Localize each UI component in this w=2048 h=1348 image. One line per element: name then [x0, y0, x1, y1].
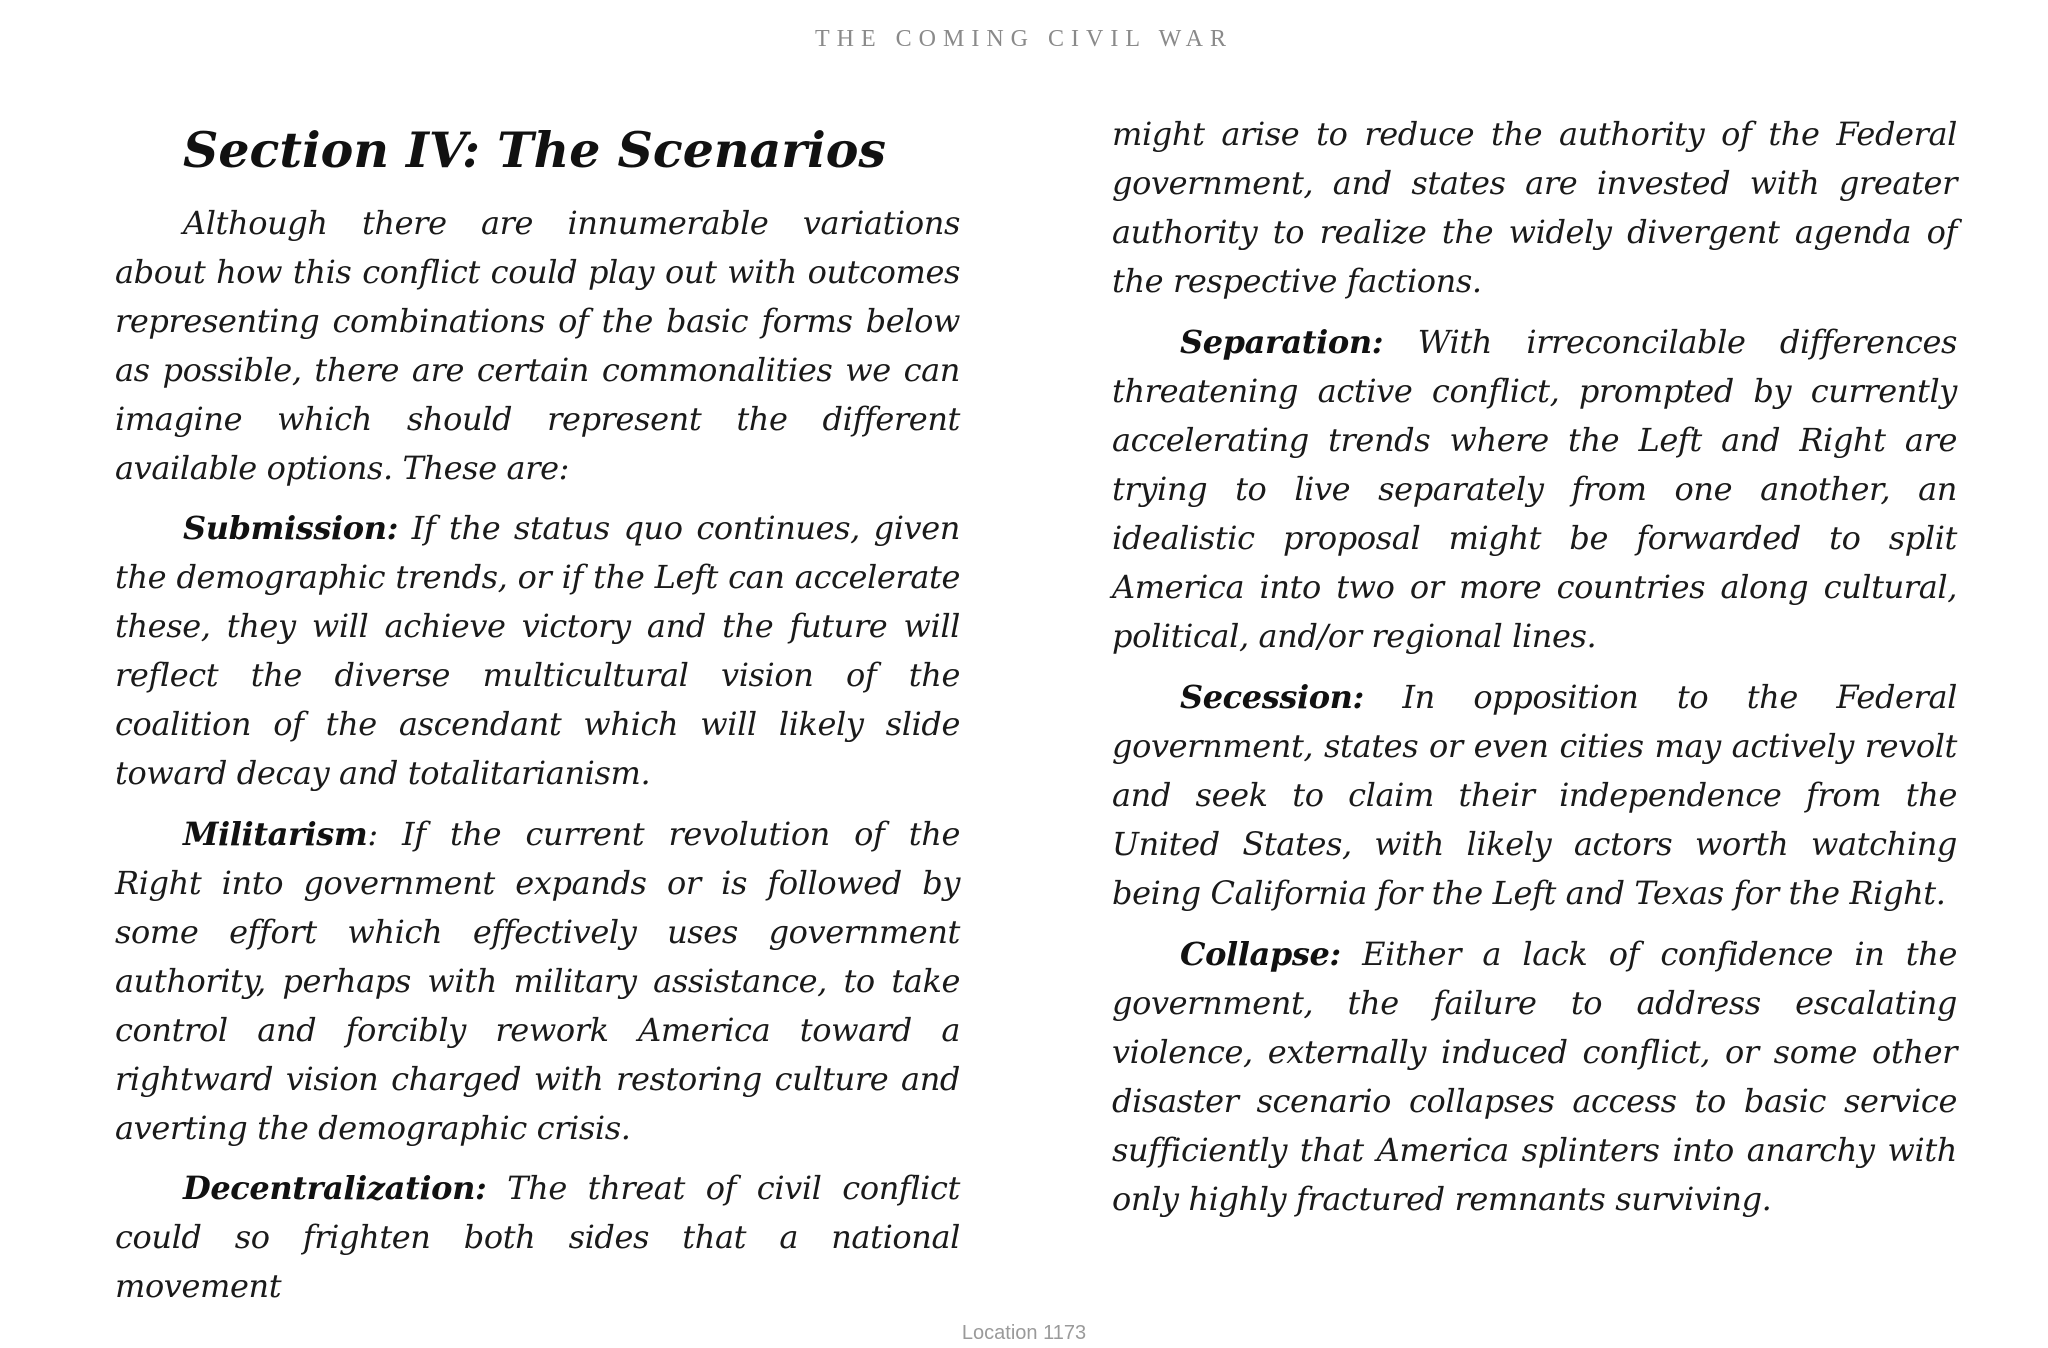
submission-term: Submission:: [183, 509, 398, 547]
submission-paragraph: [115, 504, 960, 798]
collapse-paragraph: [1112, 930, 1957, 1224]
separation-text: With irreconcilable differences threatening active conflict, prompted by currently accelerating trends where the Left and Right are trying to live separately from one another, an idealistic proposal might be forwarded to split America into two or more countries along cultural, political, and/or regional lines.: [1112, 323, 1957, 655]
separation-paragraph: [1112, 318, 1957, 661]
decentralization-text: The threat of civil conflict could so frighten both sides that a national movement: [115, 1169, 960, 1305]
location-indicator: Location 1173: [961, 1322, 1087, 1344]
running-header: THE COMING CIVIL WAR: [815, 26, 1233, 52]
submission-text: If the status quo continues, given the demographic trends, or if the Left can accelerate these, they will achieve victory and the future will reflect the diverse multicultural vision of the coalition of the ascendant which will likely slide toward decay and totalitarianism.: [115, 509, 960, 792]
secession-paragraph: [1112, 673, 1957, 918]
militarism-text: : If the current revolution of the Right into government expands or is followed by some effort which effectively uses government authority, perhaps with military assistance, to take control and forcibly rework America toward a rightward vision charged with restoring culture and averting the demographic crisis.: [115, 815, 960, 1147]
collapse-text: Either a lack of confidence in the government, the failure to address escalating violence, externally induced conflict, or some other disaster scenario collapses access to basic service sufficiently that America splinters into anarchy with only highly fractured remnants surviving.: [1112, 935, 1957, 1218]
secession-term: Secession:: [1180, 678, 1364, 716]
decentralization-continued-paragraph: might arise to reduce the authority of the Federal government, and states are invested with greater authority to realize the widely divergent agenda of the respective factions.: [1112, 115, 1957, 300]
decentralization-term: Decentralization:: [183, 1169, 487, 1207]
militarism-paragraph: [115, 810, 960, 1153]
militarism-term: Militarism: [183, 815, 368, 853]
separation-term: Separation:: [1180, 323, 1384, 361]
section-title: Section IV: The Scenarios: [183, 121, 886, 179]
secession-text: In opposition to the Federal government, states or even cities may actively revolt and seek to claim their independence from the United States, with likely actors worth watching being California for the Left and Texas for the Right.: [1112, 678, 1957, 912]
intro-paragraph: Although there are innumerable variations about how this conflict could play out with outcomes representing combinations of the basic forms below as possible, there are certain commonalities we can imagine which should represent the different available options. These are:: [115, 204, 960, 487]
collapse-term: Collapse:: [1180, 935, 1341, 973]
decentralization-paragraph: [115, 1164, 960, 1311]
